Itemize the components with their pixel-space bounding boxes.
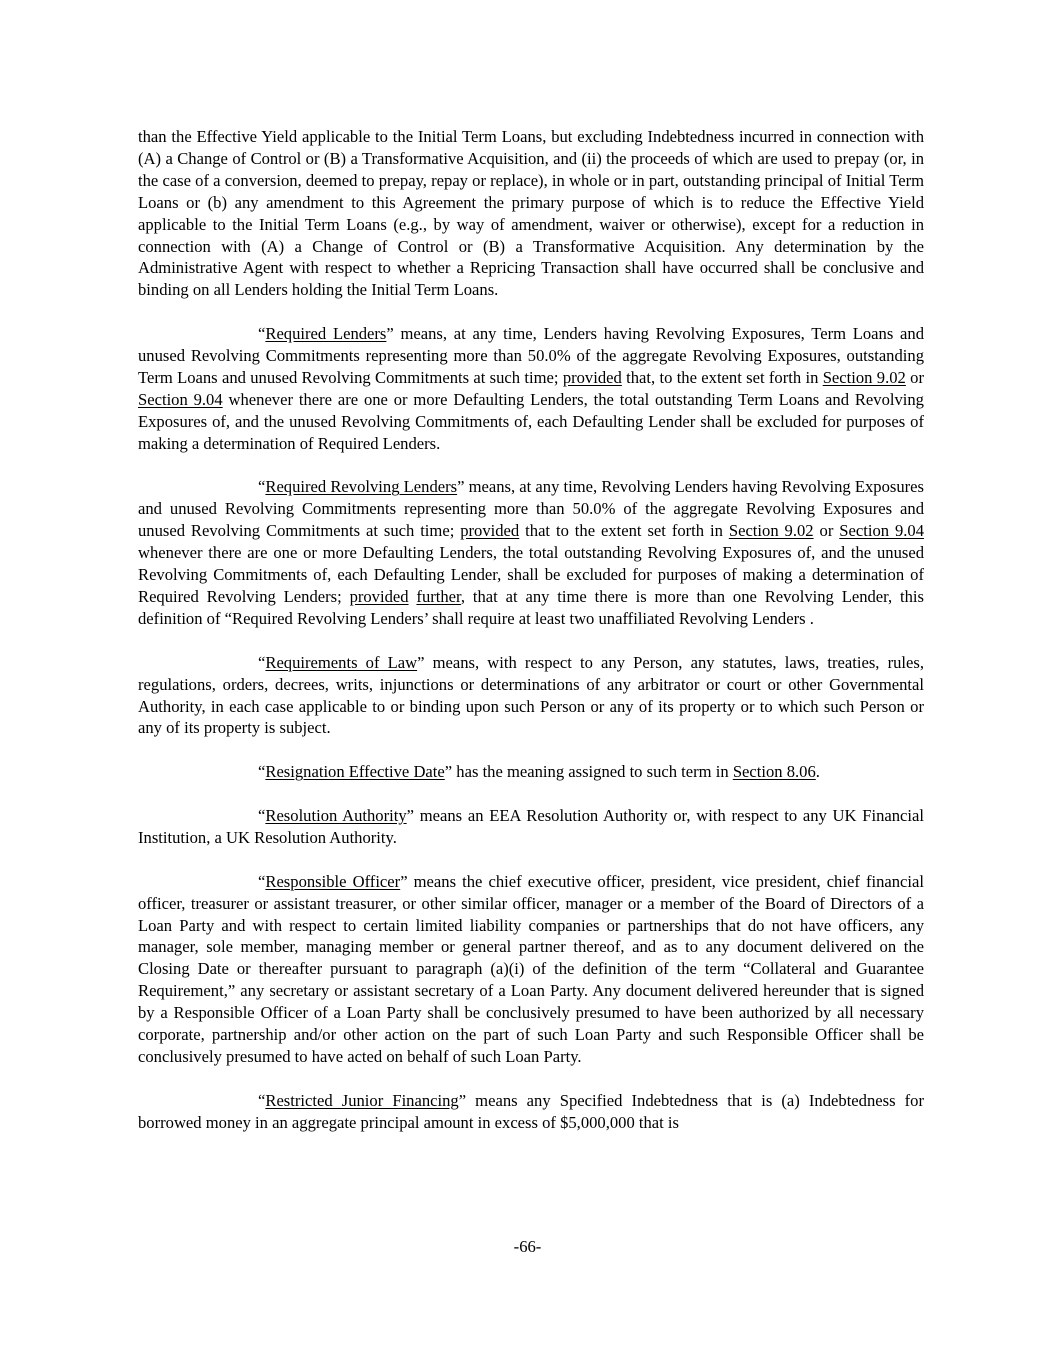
text-run: ” means, at any time, Lenders having Revolving Exposures, Term Loans and unused Revolving Commitments representing more than 50.0% of the aggregate Revolving Exposures, outstanding Term Loans and unused Revolving Commitments at such time; — [138, 324, 925, 387]
defined-term: further — [416, 587, 461, 606]
text-run: that to the extent set forth in — [519, 521, 729, 541]
defined-term: provided — [349, 587, 409, 606]
text-run: “ — [258, 871, 266, 891]
defined-term: Restricted Junior Financing — [265, 1090, 459, 1110]
text-run: than the Effective Yield applicable to the Initial Term Loans, but excluding Indebtedness incurred in connection with (A) a Change of Control or (B) a Transformative Acquisition, and (ii) the proceeds of which are used to prepay (or, in the case of a conversion, deemed to prepay, repay or replace), in whole or in part, outstanding principal of Initial Term Loans or (b) any amendment to this Agreement the primary purpose of which is to reduce the Effective Yield applicable to the Initial Term Loans (e.g., by way of amendment, waiver or otherwise), except for a reduction in connection with (A) a Change of Control or (B) a Transformative Acquisition. Any determination by the Administrative Agent with respect to whether a Repricing Transaction shall have occurred shall be conclusive and binding on all Lenders holding the Initial Term Loans. — [138, 127, 924, 300]
defined-term: Section 9.04 — [839, 521, 925, 541]
text-run: ” means the chief executive officer, president, vice president, chief financial officer, treasurer or assistant treasurer, or other similar officer, manager or a member of the Board of Directors of a Loan Party and with respect to certain limited liability companies or partnerships that do not have officers, any manager, sole member, managing member or general partner thereof, and as to any document delivered on the Closing Date or thereafter pursuant to paragraph (a)(i) of the definition of the term “Collateral and Guarantee Requirement,” any secretary or assistant secretary of a Loan Party. Any document delivered hereunder that is signed by a Responsible Officer of a Loan Party shall be conclusively presumed to have been authorized by all necessary corporate, partnership and/or other action on the part of such Loan Party and such Responsible Officer shall be conclusively presumed to have acted on behalf of such Loan Party. — [138, 871, 924, 1066]
page-number: -66- — [513, 1237, 542, 1256]
document-body — [138, 126, 924, 1134]
defined-term: Required Lenders — [265, 324, 387, 344]
paragraph — [138, 126, 924, 301]
paragraph — [138, 761, 924, 783]
text-run: “ — [258, 1090, 266, 1110]
defined-term: Requirements of Law — [265, 652, 418, 672]
defined-term: Resolution Authority — [265, 806, 407, 826]
text-run: or — [905, 367, 924, 387]
text-run: , that at any time there is more than one Revolving Lender, this definition of “Required Revolving Lenders’ shall require at least two unaffiliated Revolving Lenders . — [138, 587, 924, 628]
defined-term: Section 8.06 — [732, 762, 816, 782]
text-run: or — [813, 521, 840, 541]
text-run: “ — [258, 324, 266, 344]
text-run: “ — [258, 762, 266, 782]
text-run: ” means, at any time, Revolving Lenders having Revolving Exposures and unused Revolving Commitments representing more than 50.0% of the aggregate Revolving Exposures and unused Revolving Commitments at such time; — [138, 477, 924, 541]
text-run: ” means any Specified Indebtedness that is (a) Indebtedness for borrowed money in an aggregate principal amount in excess of $5,000,000 that is — [138, 1090, 924, 1132]
paragraph — [138, 323, 924, 454]
paragraph — [138, 652, 924, 740]
text-run: whenever there are one or more Defaulting Lenders, the total outstanding Revolving Exposures of, and the unused Revolving Commitments of, each Defaulting Lender, shall be excluded for purposes of making a determination of Required Revolving Lenders; — [138, 543, 924, 606]
paragraph — [138, 871, 924, 1068]
text-run: “ — [258, 477, 266, 497]
paragraph — [138, 805, 924, 849]
paragraph — [138, 1090, 924, 1134]
text-run: ” means, with respect to any Person, any statutes, laws, treaties, rules, regulations, orders, decrees, writs, injunctions or determinations of any arbitrator or court or other Governmental Authority, in each case applicable to or binding upon such Person or any of its property or to which such Person or any of its property is subject. — [138, 652, 924, 738]
defined-term: provided — [460, 521, 520, 541]
defined-term: Section 9.02 — [822, 367, 906, 387]
defined-term: Required Revolving Lenders — [265, 477, 458, 497]
text-run: that, to the extent set forth in — [621, 367, 823, 387]
defined-term: Responsible Officer — [265, 871, 401, 891]
text-run: “ — [258, 652, 266, 672]
text-run: ” means an EEA Resolution Authority or, with respect to any UK Financial Institution, a UK Resolution Authority. — [138, 806, 924, 847]
defined-term: Section 9.04 — [138, 389, 223, 409]
paragraph — [138, 476, 924, 629]
defined-term: Section 9.02 — [728, 521, 814, 541]
text-run: . — [815, 762, 820, 782]
text-run: “ — [258, 806, 266, 826]
defined-term: provided — [562, 367, 622, 387]
defined-term: Resignation Effective Date — [265, 762, 445, 782]
text-run: ” has the meaning assigned to such term in — [444, 762, 733, 782]
text-run: whenever there are one or more Defaulting Lenders, the total outstanding Term Loans and Revolving Exposures of, and the unused Revolving Commitments of, each Defaulting Lender shall be excluded for purposes of making a determination of Required Lenders. — [138, 389, 924, 453]
